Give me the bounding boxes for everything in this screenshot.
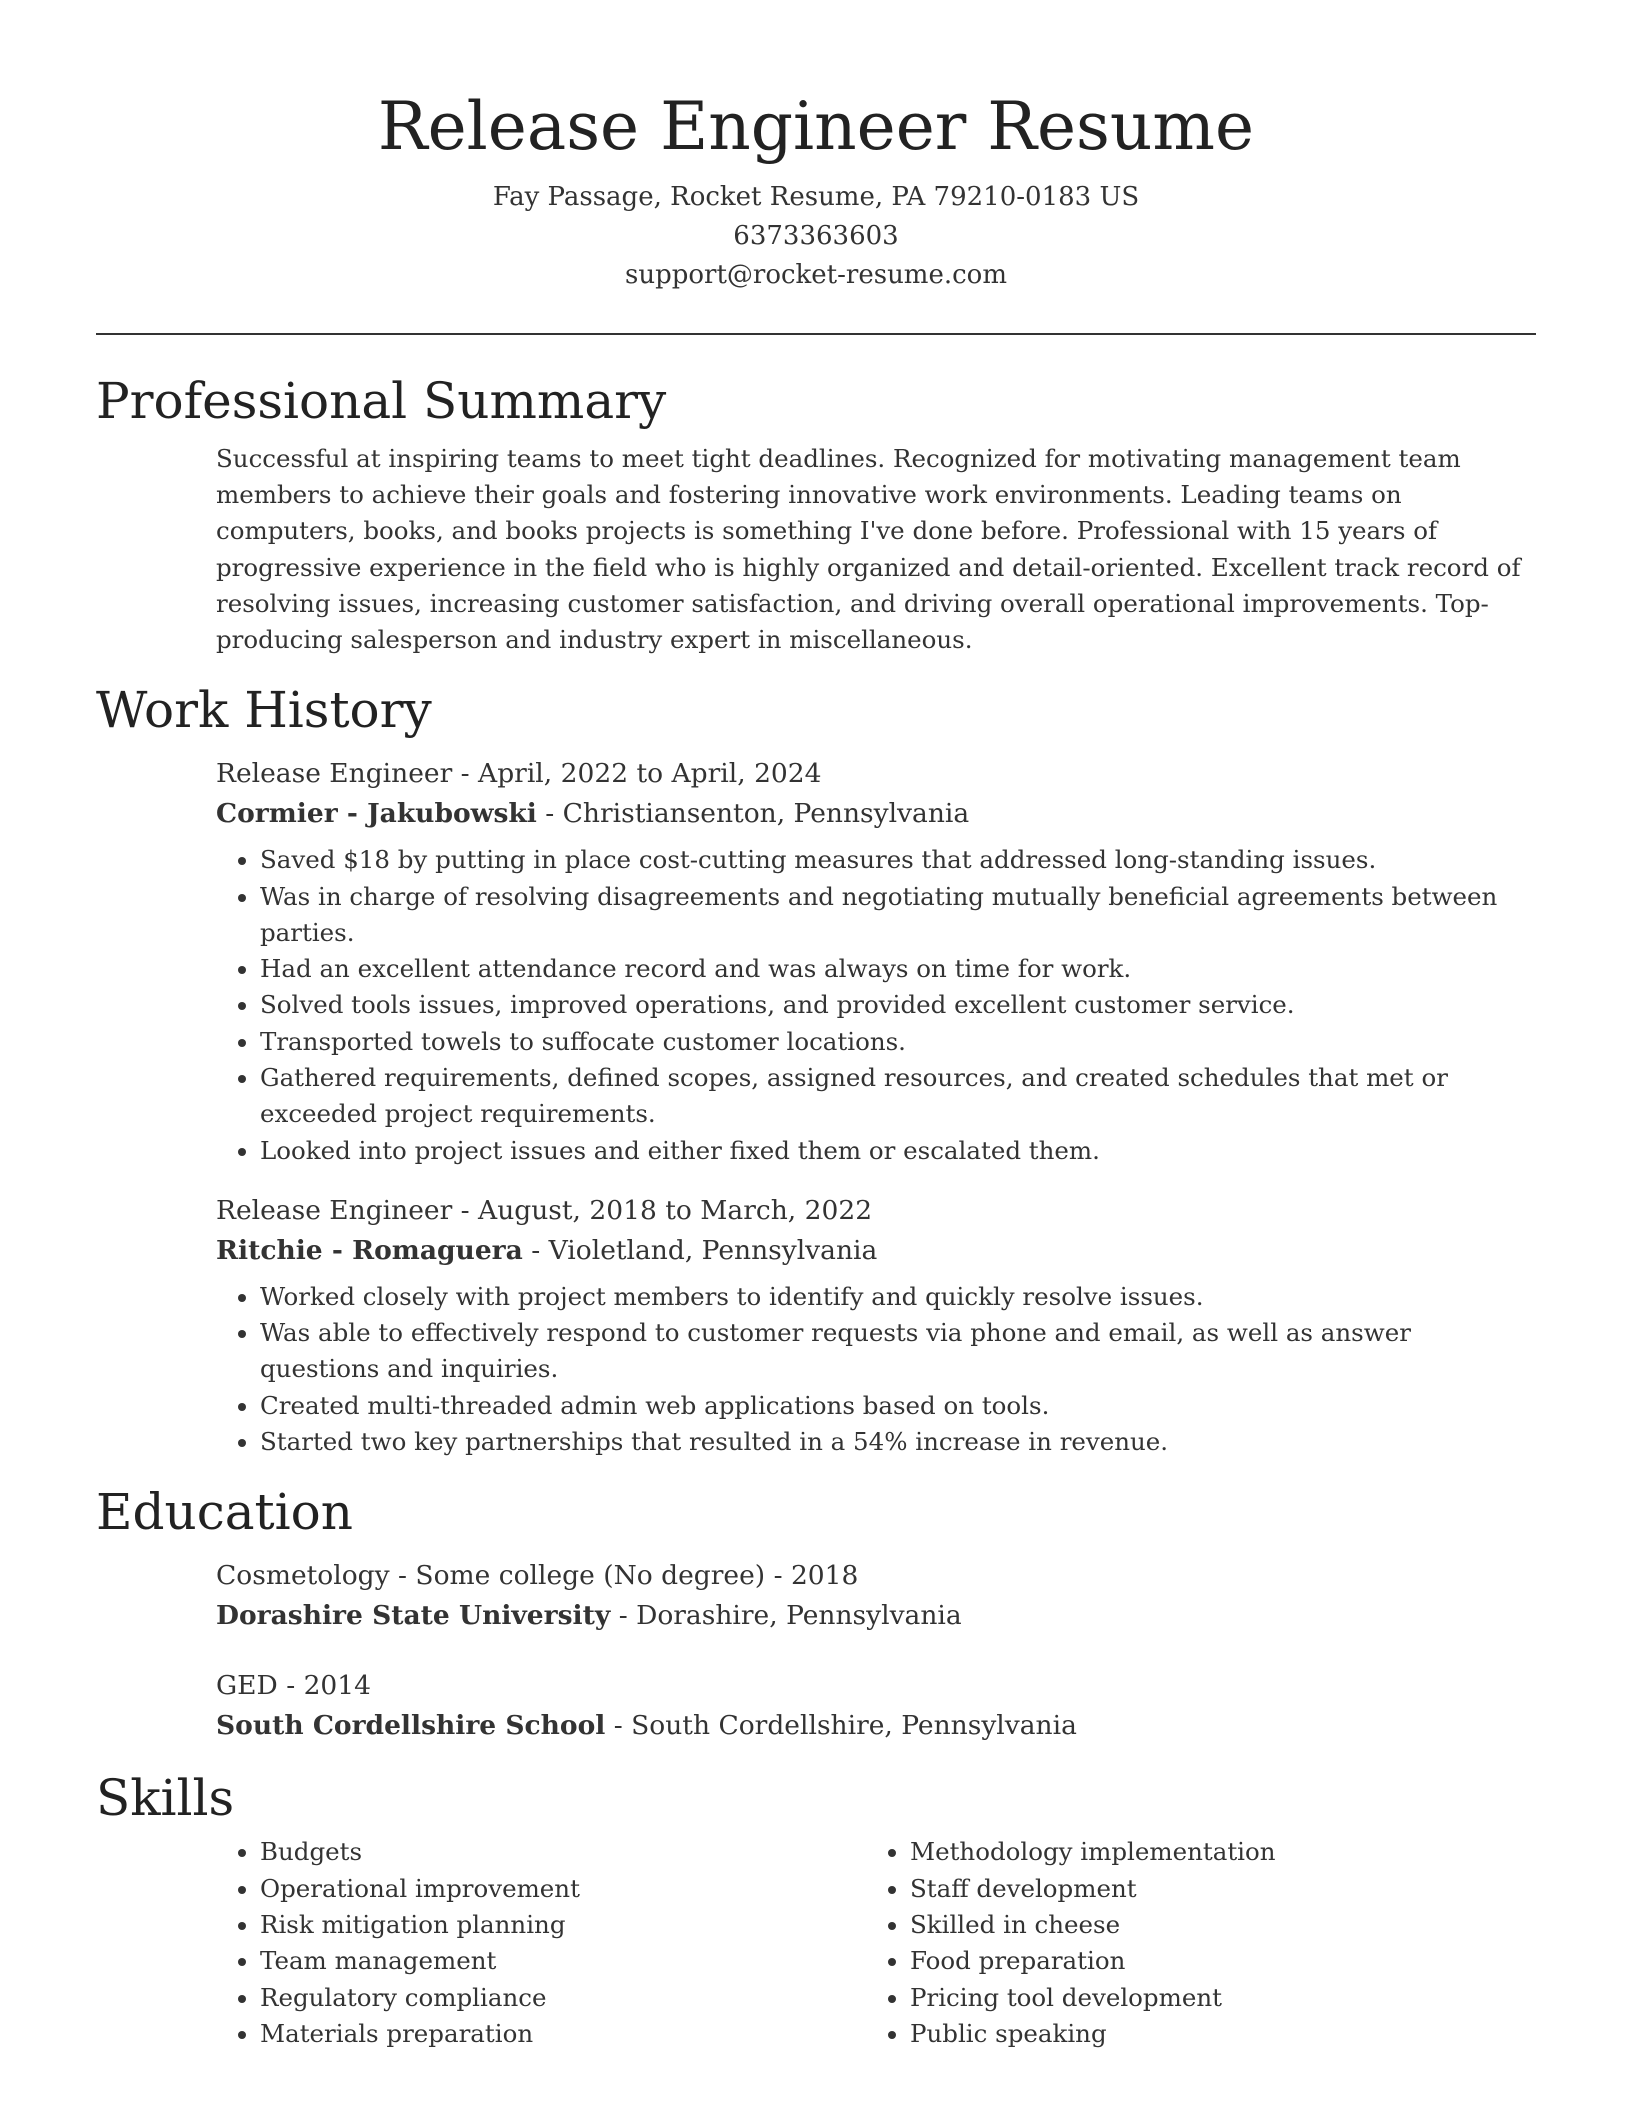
education-school: South Cordellshire School: [216, 1710, 606, 1742]
education-school-line: [216, 1596, 1536, 1636]
list-item: • Created multi-threaded admin web applications based on tools.: [260, 1388, 1536, 1424]
list-item: • Saved $18 by putting in place cost-cutting measures that addressed long-standing issues.: [260, 842, 1536, 878]
job-title-line: [216, 754, 1536, 794]
education-entry: [216, 1666, 1536, 1746]
job-bullets: [216, 1279, 1536, 1460]
job-company-line: [216, 794, 1536, 834]
education-location: - South Cordellshire, Pennsylvania: [605, 1710, 1077, 1742]
education-location: - Dorashire, Pennsylvania: [610, 1600, 962, 1632]
contact-address: Fay Passage, Rocket Resume, PA 79210-0183 US: [492, 182, 1140, 212]
skills-section: [96, 1766, 1536, 2052]
job-entry: [216, 1191, 1536, 1460]
job-company: Ritchie - Romaguera: [216, 1234, 523, 1266]
list-item: • Was in charge of resolving disagreements and negotiating mutually beneficial agreements between parties.: [260, 879, 1536, 952]
job-title-line: [216, 1191, 1536, 1231]
summary-section: [96, 369, 1536, 658]
resume-header: [96, 0, 1536, 295]
list-item: • Gathered requirements, defined scopes, assigned resources, and created schedules that met or exceeded project requirements.: [260, 1060, 1536, 1133]
skills-heading: Skills: [96, 1769, 235, 1828]
list-item: • Solved tools issues, improved operations, and provided excellent customer service.: [260, 987, 1536, 1023]
summary-heading: Professional Summary: [96, 372, 667, 430]
list-item: • Risk mitigation planning: [260, 1907, 866, 1943]
education-degree: Cosmetology - Some college (No degree): [216, 1560, 766, 1592]
list-item: • Had an excellent attendance record and was always on time for work.: [260, 951, 1536, 987]
education-year: - 2014: [277, 1670, 372, 1702]
resume-page: [96, 0, 1536, 2052]
job-company-line: [216, 1231, 1536, 1271]
resume-title: Release Engineer Resume: [377, 88, 1255, 165]
job-location: - Christiansenton, Pennsylvania: [536, 798, 970, 830]
job-entry: [216, 754, 1536, 1169]
skills-list-left: [216, 1834, 866, 2052]
list-item: • Skilled in cheese: [910, 1907, 1516, 1943]
list-item: • Started two key partnerships that resulted in a 54% increase in revenue.: [260, 1424, 1536, 1460]
list-item: • Food preparation: [910, 1943, 1516, 1979]
education-school: Dorashire State University: [216, 1600, 611, 1632]
education-year: - 2018: [765, 1560, 859, 1592]
job-bullets: [216, 842, 1536, 1169]
skills-column-left: [216, 1834, 866, 2052]
job-company: Cormier - Jakubowski: [216, 798, 537, 830]
list-item: • Transported towels to suffocate customer locations.: [260, 1024, 1536, 1060]
work-history-heading: Work History: [96, 681, 432, 740]
list-item: • Looked into project issues and either fixed them or escalated them.: [260, 1133, 1536, 1169]
education-degree-line: [216, 1556, 1536, 1596]
list-item: • Regulatory compliance: [260, 1980, 866, 2016]
header-divider: [96, 333, 1536, 335]
education-section: [96, 1480, 1536, 1746]
list-item: • Team management: [260, 1943, 866, 1979]
job-dates: - April, 2022 to April, 2024: [452, 758, 822, 790]
list-item: • Budgets: [260, 1834, 866, 1870]
education-entry: [216, 1556, 1536, 1636]
list-item: • Staff development: [910, 1871, 1516, 1907]
contact-phone: 6373363603: [733, 221, 899, 251]
education-heading: Education: [96, 1483, 353, 1542]
job-title: Release Engineer: [216, 1194, 453, 1226]
skills-list-right: [866, 1834, 1516, 2052]
list-item: • Operational improvement: [260, 1871, 866, 1907]
job-dates: - August, 2018 to March, 2022: [452, 1194, 873, 1226]
list-item: • Was able to effectively respond to customer requests via phone and email, as well as answer questions and inquiries.: [260, 1315, 1536, 1388]
list-item: • Pricing tool development: [910, 1980, 1516, 2016]
skills-column-right: [866, 1834, 1516, 2052]
job-title: Release Engineer: [216, 758, 453, 790]
work-history-section: [96, 678, 1536, 1460]
education-degree-line: [216, 1666, 1536, 1706]
job-location: - Violetland, Pennsylvania: [522, 1234, 878, 1266]
contact-email: support@rocket-resume.com: [624, 260, 1007, 290]
education-degree: GED: [216, 1670, 278, 1702]
list-item: • Methodology implementation: [910, 1834, 1516, 1870]
list-item: • Worked closely with project members to identify and quickly resolve issues.: [260, 1279, 1536, 1315]
list-item: • Materials preparation: [260, 2016, 866, 2052]
education-school-line: [216, 1706, 1536, 1746]
summary-text: Successful at inspiring teams to meet tight deadlines. Recognized for motivating management team members to achieve their goals and fostering innovative work environments. Leading teams on computers, books, and books projects is something I've done before. Professional with 15 years of progressive experience in the field who is highly organized and detail-oriented. Excellent track record of resolving issues, increasing customer satisfaction, and driving overall operational improvements. Top-producing salesperson and industry expert in miscellaneous.: [216, 444, 1521, 655]
skills-grid: [216, 1834, 1536, 2052]
contact-info: [96, 178, 1536, 295]
list-item: • Public speaking: [910, 2016, 1516, 2052]
